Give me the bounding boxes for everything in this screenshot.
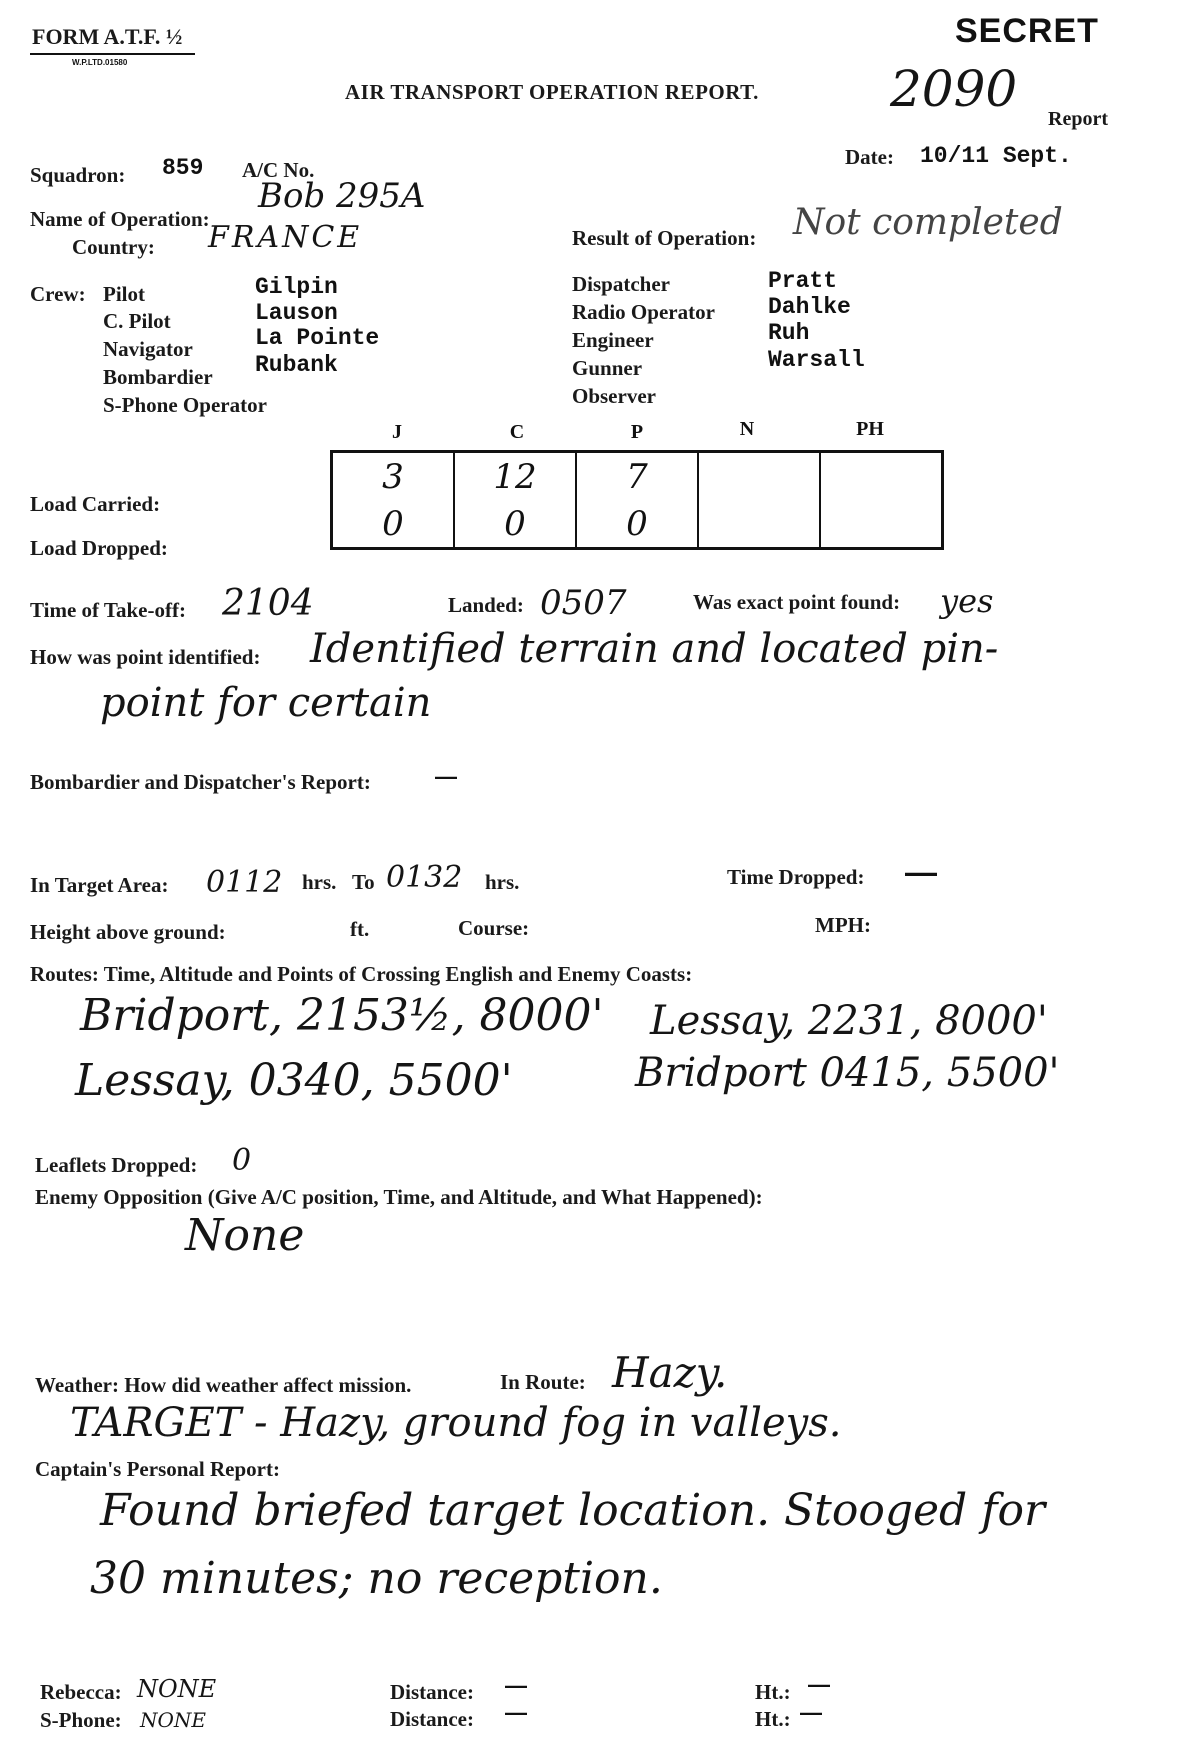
crew-label: Crew: <box>30 282 86 306</box>
height-ft-label: ft. <box>350 917 370 941</box>
height-footer-value: — <box>800 1700 822 1725</box>
squadron-label: Squadron: <box>30 163 126 187</box>
load-col-header: PH <box>856 418 884 440</box>
form-id-underline <box>30 53 195 55</box>
time-dropped-value: — <box>905 854 937 890</box>
crew-name-bombardier: Rubank <box>255 352 338 378</box>
crew-role-sphone-operator: S-Phone Operator <box>103 393 267 417</box>
height-footer-value: — <box>808 1672 830 1697</box>
load-col-header: C <box>509 421 525 443</box>
rebecca-value: NONE <box>137 1675 217 1703</box>
distance-label: Distance: <box>390 1680 474 1704</box>
crew-role-copilot: C. Pilot <box>103 309 171 333</box>
operation-value: Bob 295A <box>258 176 426 216</box>
operation-label: Name of Operation: <box>30 207 210 231</box>
ac-number-label: A/C No. <box>242 158 315 182</box>
crew-role-pilot: Pilot <box>103 282 145 306</box>
weather-target-line: TARGET - Hazy, ground fog in valleys. <box>70 1400 842 1446</box>
load-carried-label: Load Carried: <box>30 492 161 516</box>
report-number: 2090 <box>890 60 1018 118</box>
date-value: 10/11 Sept. <box>920 143 1072 169</box>
height-footer-label: Ht.: <box>755 1707 791 1731</box>
crew-role-bombardier: Bombardier <box>103 365 213 389</box>
load-dropped-label: Load Dropped: <box>30 536 168 560</box>
exact-point-value: yes <box>940 582 994 620</box>
load-cell: 0 <box>382 503 404 544</box>
weather-in-route-value: Hazy. <box>612 1348 728 1397</box>
leaflets-value: 0 <box>232 1143 252 1178</box>
target-hrs-label: hrs. <box>302 870 337 894</box>
load-cell: 0 <box>576 500 698 549</box>
leaflets-label: Leaflets Dropped: <box>35 1153 198 1177</box>
crew-name-copilot: Lauson <box>255 300 338 326</box>
crew-role-engineer: Engineer <box>572 328 654 352</box>
date-label: Date: <box>845 145 894 169</box>
load-cell: 0 <box>454 500 576 549</box>
bombardier-report-label: Bombardier and Dispatcher's Report: <box>30 770 371 794</box>
result-label: Result of Operation: <box>572 226 757 250</box>
crew-role-radio-operator: Radio Operator <box>572 300 715 324</box>
printer-code: W.P.LTD.01580 <box>72 58 128 67</box>
captain-report-label: Captain's Personal Report: <box>35 1457 280 1481</box>
weather-in-route-label: In Route: <box>500 1370 586 1394</box>
distance-value: — <box>505 1700 527 1725</box>
weather-label: Weather: How did weather affect mission. <box>35 1373 412 1397</box>
load-col-header: J <box>392 421 402 443</box>
point-identified-line1: Identified terrain and located pin- <box>310 626 999 672</box>
load-cell: 12 <box>454 452 576 501</box>
target-hrs-label-2: hrs. <box>485 870 520 894</box>
rebecca-label: Rebecca: <box>40 1680 122 1704</box>
load-col-header: N <box>739 418 755 440</box>
target-area-to: 0132 <box>386 860 463 895</box>
distance-value: — <box>505 1673 527 1698</box>
height-footer-label: Ht.: <box>755 1680 791 1704</box>
point-identified-label: How was point identified: <box>30 645 261 669</box>
captain-report-line1: Found briefed target location. Stooged for <box>100 1485 1046 1536</box>
distance-label: Distance: <box>390 1707 474 1731</box>
classification-stamp: SECRET <box>955 12 1099 50</box>
bombardier-report-value: — <box>435 764 457 789</box>
landed-value: 0507 <box>540 583 627 623</box>
sphone-label: S-Phone: <box>40 1708 122 1732</box>
crew-name-engineer: Ruh <box>768 320 810 346</box>
route-entry: Bridport, 2153½, 8000' <box>80 990 604 1041</box>
country-value: FRANCE <box>208 220 363 255</box>
route-entry: Bridport 0415, 5500' <box>635 1050 1060 1096</box>
point-identified-line2: point for certain <box>100 680 432 726</box>
load-carried-row <box>332 452 943 501</box>
mph-label: MPH: <box>815 913 871 937</box>
sphone-value: NONE <box>140 1708 206 1732</box>
crew-name-navigator: La Pointe <box>255 325 380 351</box>
landed-label: Landed: <box>448 593 524 617</box>
target-area-label: In Target Area: <box>30 873 169 897</box>
takeoff-label: Time of Take-off: <box>30 598 186 622</box>
load-cell <box>698 452 820 501</box>
crew-role-navigator: Navigator <box>103 337 193 361</box>
crew-name-pilot: Gilpin <box>255 274 338 300</box>
course-label: Course: <box>458 916 530 940</box>
form-id: FORM A.T.F. ½ <box>32 24 183 49</box>
crew-role-observer: Observer <box>572 384 656 408</box>
load-cell <box>698 500 820 549</box>
captain-report-line2: 30 minutes; no reception. <box>90 1553 663 1604</box>
squadron-value: 859 <box>162 155 204 181</box>
load-cell <box>820 500 943 549</box>
route-entry: Lessay, 0340, 5500' <box>75 1055 513 1106</box>
load-dropped-row <box>332 500 943 549</box>
report-label: Report <box>1048 108 1108 130</box>
target-area-from: 0112 <box>206 865 283 900</box>
load-col-header: P <box>630 421 644 443</box>
enemy-opposition-label: Enemy Opposition (Give A/C position, Time, and Altitude, and What Happened): <box>35 1185 763 1209</box>
target-to-label: To <box>352 870 375 894</box>
takeoff-value: 2104 <box>222 583 314 624</box>
crew-name-gunner: Warsall <box>768 347 865 373</box>
routes-label: Routes: Time, Altitude and Points of Crossing English and Enemy Coasts: <box>30 962 693 986</box>
country-label: Country: <box>72 235 155 259</box>
load-cell: 7 <box>576 452 698 501</box>
crew-role-dispatcher: Dispatcher <box>572 272 670 296</box>
exact-point-label: Was exact point found: <box>693 590 901 614</box>
time-dropped-label: Time Dropped: <box>727 865 865 889</box>
enemy-opposition-value: None <box>185 1210 305 1261</box>
crew-name-radio-operator: Dahlke <box>768 294 851 320</box>
load-table <box>330 450 944 550</box>
load-cell <box>820 452 943 501</box>
height-label: Height above ground: <box>30 920 226 944</box>
crew-role-gunner: Gunner <box>572 356 643 380</box>
route-entry: Lessay, 2231, 8000' <box>650 998 1048 1044</box>
report-title: AIR TRANSPORT OPERATION REPORT. <box>345 80 759 104</box>
load-cell: 3 <box>382 456 404 497</box>
result-value: Not completed <box>793 202 1063 243</box>
crew-name-dispatcher: Pratt <box>768 268 838 294</box>
